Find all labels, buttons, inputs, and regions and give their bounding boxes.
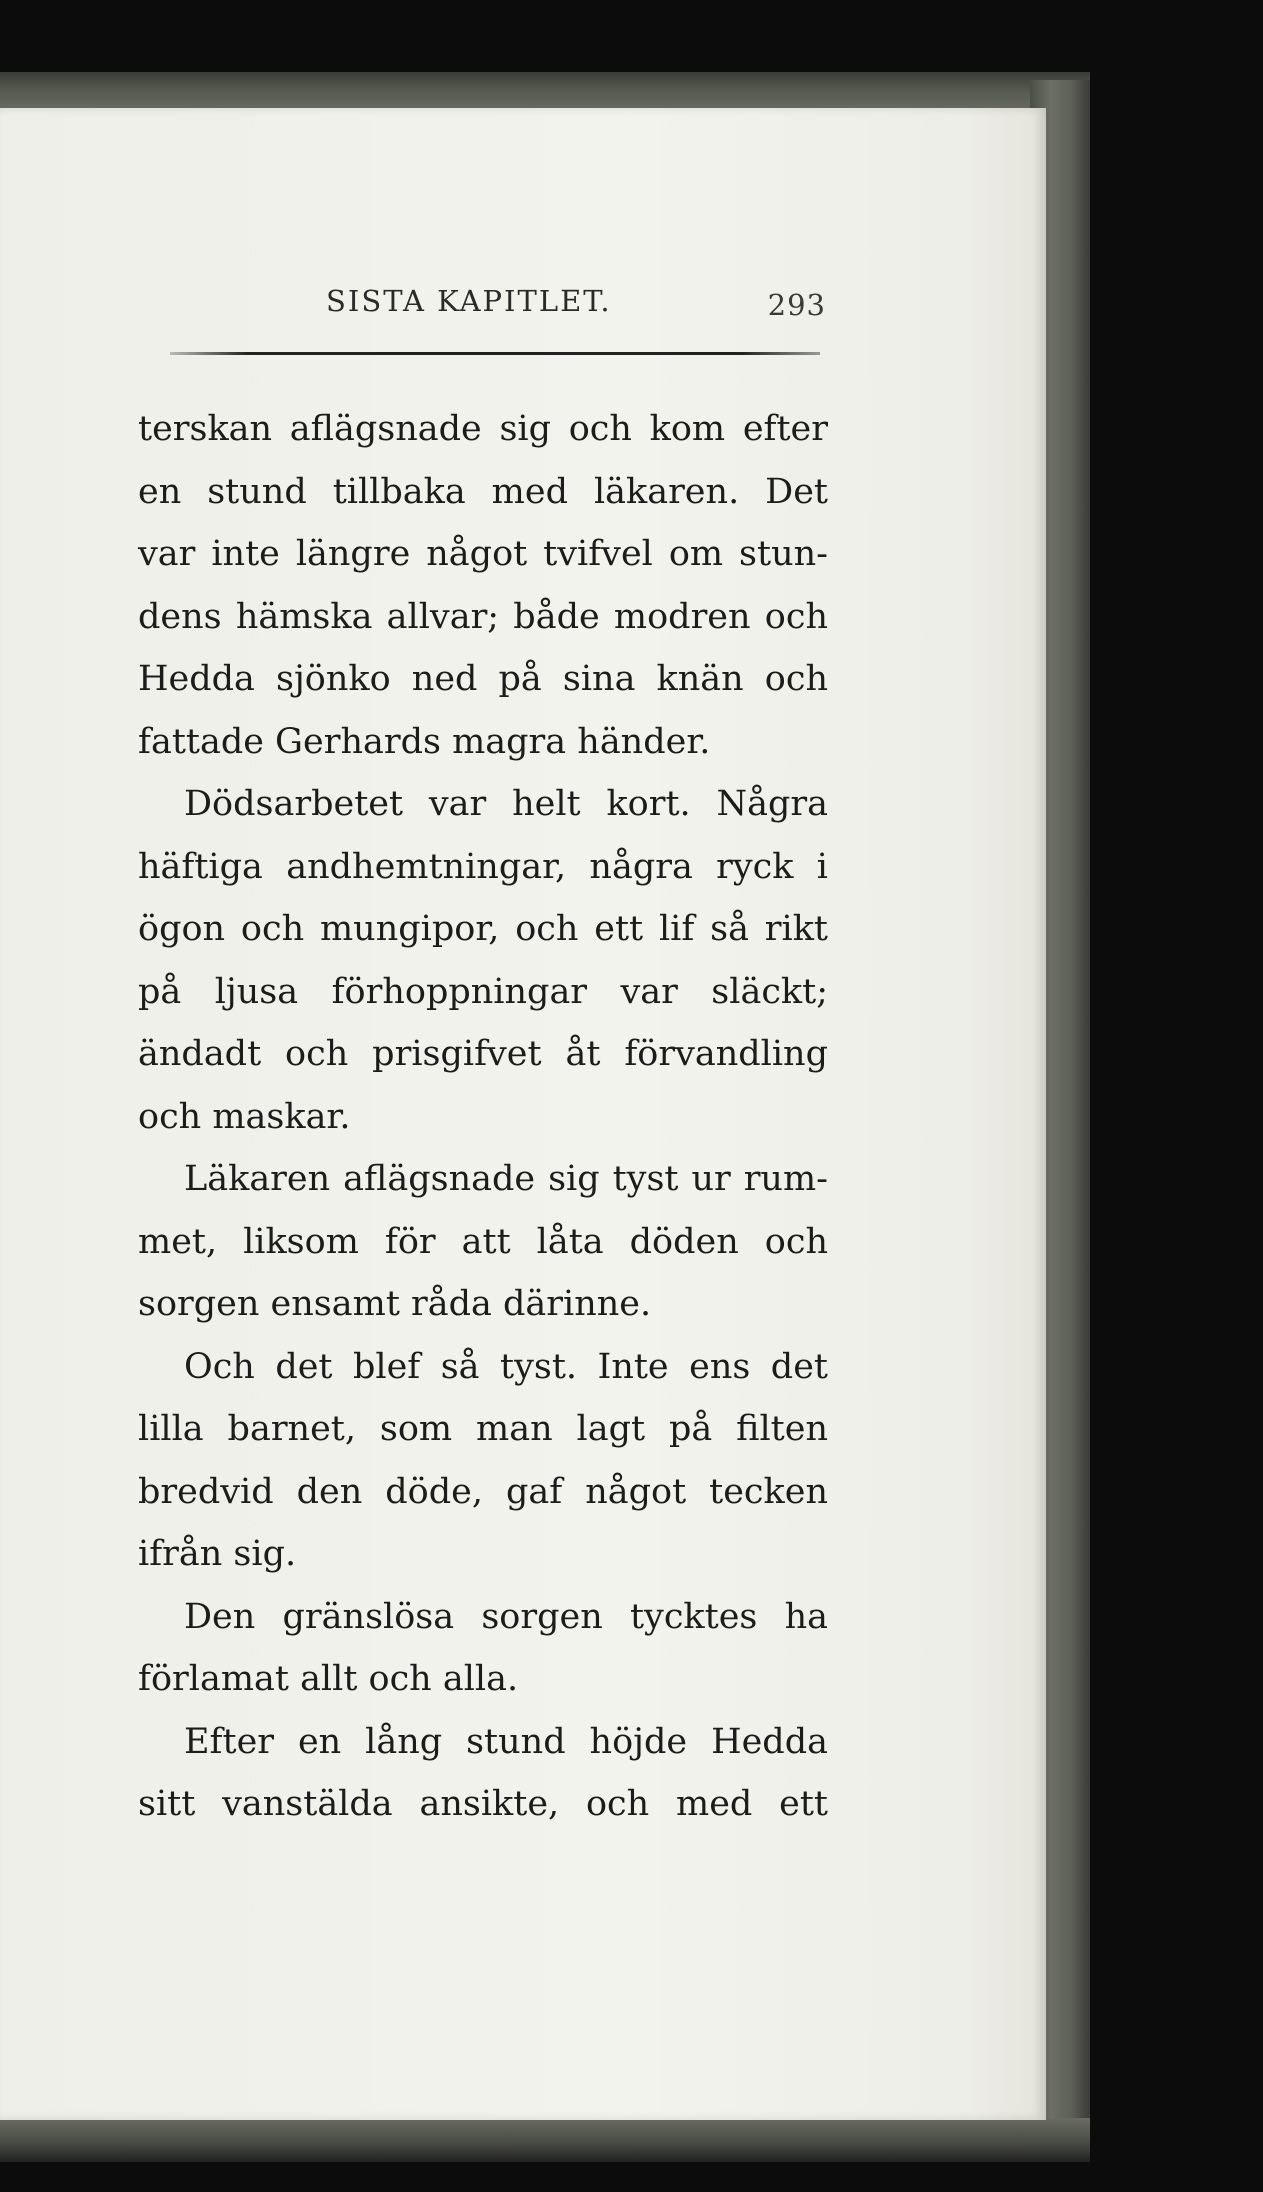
text-line: ifrån sig.	[138, 1534, 297, 1574]
text-line: terskan aflägsnade sig och kom efter	[138, 409, 828, 449]
text-line: dens hämska allvar; både modren och	[138, 596, 828, 637]
text-line: häftiga andhemtningar, några ryck i	[138, 846, 828, 887]
text-line: Den gränslösa sorgen tycktes ha	[184, 1596, 828, 1637]
text-line: Läkaren aflägsnade sig tyst ur rum-	[184, 1159, 828, 1199]
text-line: var inte längre något tvifvel om stun-	[138, 534, 828, 574]
running-head	[166, 282, 826, 342]
text-line: på ljusa förhoppningar var släckt;	[138, 971, 828, 1012]
text-line: ögon och mungipor, och ett lif så rikt	[138, 909, 828, 949]
text-line: bredvid den döde, gaf något tecken	[138, 1471, 828, 1512]
text-line: fattade Gerhards magra händer.	[138, 721, 711, 762]
text-line: förlamat allt och alla.	[138, 1659, 519, 1699]
text-line: Efter en lång stund höjde Hedda	[184, 1721, 828, 1762]
text-line: sitt vanstälda ansikte, och med ett	[138, 1784, 828, 1824]
text-line: en stund tillbaka med läkaren. Det	[138, 471, 828, 512]
text-line: ändadt och prisgifvet åt förvandling	[138, 1034, 828, 1074]
text-line: Och det blef så tyst. Inte ens det	[184, 1346, 828, 1387]
text-line: lilla barnet, som man lagt på filten	[138, 1409, 828, 1449]
text-line: Hedda sjönko ned på sina knän och	[138, 659, 828, 699]
cover-edge-top	[0, 72, 1090, 112]
body-text	[138, 398, 828, 1836]
text-line: och maskar.	[138, 1096, 351, 1137]
chapter-title: SISTA KAPITLET.	[326, 284, 612, 318]
text-line: sorgen ensamt råda därinne.	[138, 1284, 652, 1324]
page-number: 293	[767, 288, 826, 322]
text-line: Dödsarbetet var helt kort. Några	[184, 784, 828, 824]
cover-edge-bottom	[0, 2118, 1090, 2162]
header-rule	[170, 352, 820, 355]
text-line: met, liksom för att låta döden och	[138, 1221, 828, 1262]
